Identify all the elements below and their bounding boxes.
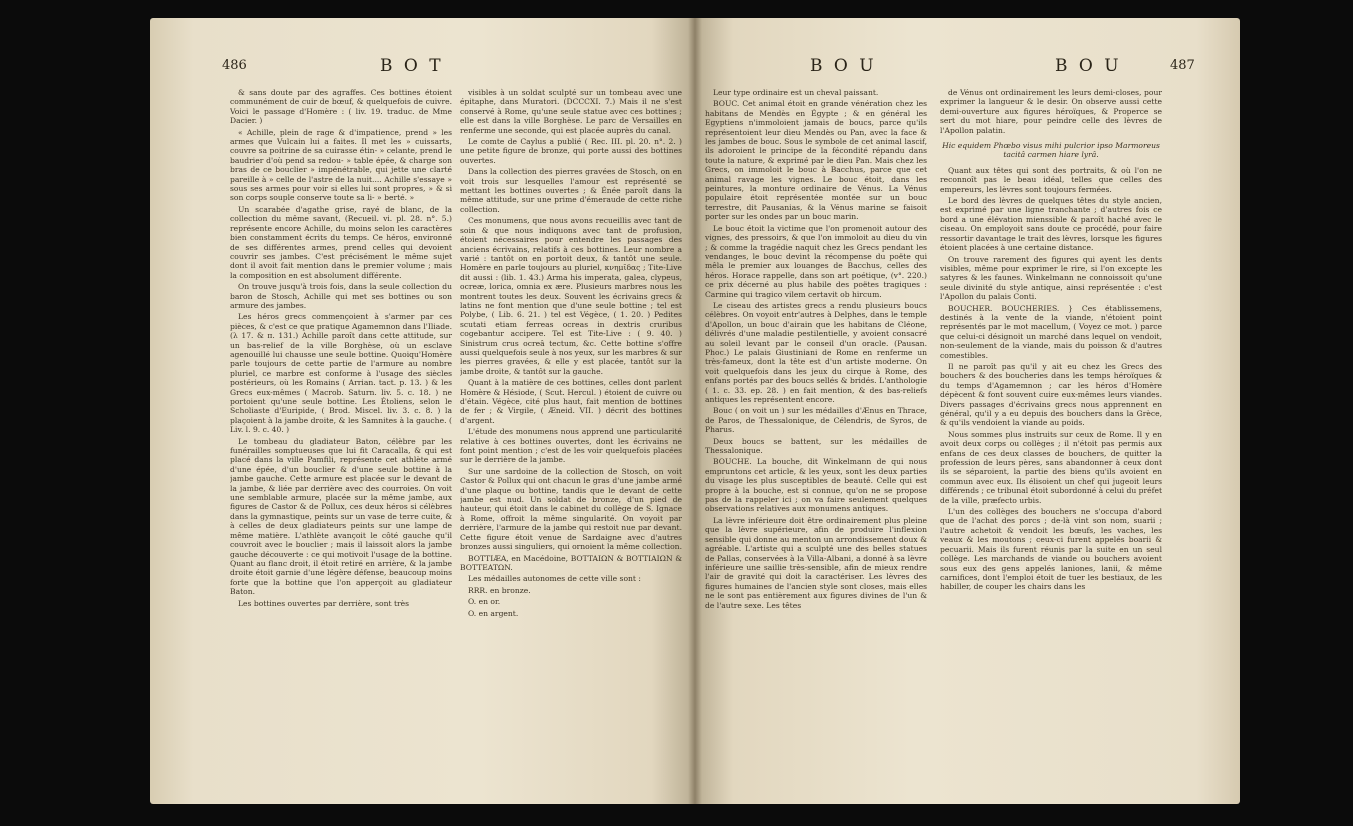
- page-number: 487: [1170, 58, 1195, 73]
- right-page: [695, 18, 1240, 804]
- paragraph: de Vénus ont ordinairement les leurs demi-closes, pour exprimer la langueur & le desir. On observe aussi cette demi-ouverture aux figures héroïques, & Properce se sert du mot hiare, pour peindre celle des lèvres de l'Apollon palatin.: [940, 88, 1162, 135]
- running-head-right: B O U: [1055, 56, 1122, 76]
- paragraph: Ces monumens, que nous avons recueillis avec tant de soin & que nous indiquons avec tant de profusion, étoient nécessaires pour entendre les passages des anciens écrivains, relatifs à ces bottines. Leur nombre a varié : tantôt on en portoit deux, & tantôt une seule. Homère en parle toujours au pluriel, κνημῖδας ; Tite-Live dit aussi : (lib. 1. 43.) Arma his imperata, galea, clypeus, ocreæ, lorica, omnia ex ære. Plusieurs marbres nous les montrent toutes les deux. Souvent les écrivains grecs & latins ne font mention que d'une seule bottine ; tel est Polybe, ( Lib. 6. 21. ) tel est Végèce, ( 1. 20. ) Pedites scutati etiam ferreas ocreas in dextris cruribus cogebantur accipere. Tel est Tite-Live : ( 9. 40. ) Sinistrum crus ocreâ tectum, &c. Cette bottine s'offre aussi quelquefois seule à nos yeux, sur les marbres & sur les pierres gravées, & elle y est placée, tantôt sur la jambe droite, & tantôt sur la gauche.: [460, 216, 682, 376]
- text-column-1: [705, 88, 927, 788]
- paragraph: Le tombeau du gladiateur Baton, célèbre par les funérailles somptueuses que lui fit Caracalla, & qui est placé dans la ville Pamfili, représente cet athlète armé d'une épée, d'un bouclier & d'une seule bottine à la jambe gauche. Cette armure est placée sur le devant de la jambe, & liée par derrière avec des courroies. On voit une semblable armure, placée sur la même jambe, aux figures de Castor & de Pollux, ces deux héros si célèbres dans la gymnastique, peints sur un vase de terre cuite, & à celles de deux gladiateurs peints sur une lampe de même matière. L'athlète avançoit le côté gauche qu'il couvroit avec le bouclier ; mais il laissoit alors la jambe gauche découverte : ce qui motivoit l'usage de la bottine. Quant au flanc droit, il étoit retiré en arrière, & la jambe droite étoit garnie d'une légère défense, beaucoup moins forte que la bottine que l'on apperçoit au gladiateur Baton.: [230, 436, 452, 597]
- paragraph: On trouve jusqu'à trois fois, dans la seule collection du baron de Stosch, Achille qui met ses bottines ou son armure des jambes.: [230, 282, 452, 310]
- paragraph: BOTTIÆA, en Macédoine, BOTTAIΩN & BOTTIAIΩN & BOTTEATΩN.: [460, 553, 682, 572]
- paragraph: Quant à la matière de ces bottines, celles dont parlent Homère & Hésiode, ( Scut. Hercul. ) étoient de cuivre ou d'étain. Végèce, cité plus haut, fait mention de bottines de fer ; & Virgile, ( Æneid. VII. ) décrit des bottines d'argent.: [460, 378, 682, 425]
- paragraph: Un scarabée d'agathe grise, rayé de blanc, de la collection du même savant, (Recueil. vi. pl. 28. n°. 5.) représente encore Achille, du moins selon les caractères bien constamment écrits du temps. Ce héros, environné de ses différentes armes, prend celles qui devoient couvrir ses jambes. C'est précisément le même sujet dont il avoit fait mention dans le premier volume ; mais la composition en est absolument différente.: [230, 204, 452, 280]
- paragraph: Nous sommes plus instruits sur ceux de Rome. Il y en avoit deux corps ou collèges ; il n'étoit pas permis aux enfans de ces deux classes de bouchers, de quitter la profession de leurs pères, sans abandonner à ceux dont ils se séparoient, la partie des biens qu'ils avoient en commun avec eux. Ils élisoient un chef qui jugeoit leurs différends ; ce tribunal étoit subordonné à celui du préfet de la ville, præfecto urbis.: [940, 429, 1162, 505]
- book-gutter: [688, 18, 702, 804]
- paragraph: Le bord des lèvres de quelques têtes du style ancien, est exprimé par une ligne tranchante ; d'autres fois ce bord a une élévation mienssible & paroît haché avec le ciseau. On employoit sans doute ce procédé, pour faire ressortir davantage le trait des lèvres, lorsque les figures étoient placées à une certaine distance.: [940, 196, 1162, 253]
- paragraph: Il ne paroît pas qu'il y ait eu chez les Grecs des bouchers & des boucheries dans les temps héroïques & du temps d'Agamemnon ; car les héros d'Homère dépècent & font souvent cuire eux-mêmes leurs viandes. Divers passages d'écrivains grecs nous apprennent en général, qu'il y a eu depuis des bouchers dans la Grèce, & qu'ils vendoient la viande au poids.: [940, 361, 1162, 428]
- paragraph: La lèvre inférieure doit être ordinairement plus pleine que la lèvre supérieure, afin de produire l'inflexion sensible qui donne au menton un arrondissement doux & agréable. L'artiste qui a sculpté une des belles statues de Pallas, conservées à la Villa-Albani, a donné à sa lèvre inférieure une saillie très-sensible, afin de mieux rendre l'air de gravité qui doit la caractériser. Les lèvres des figures humaines de l'ancien style sont closes, mais elles ne le sont pas entièrement aux figures divines de l'un & de l'autre sexe. Les têtes: [705, 515, 927, 610]
- left-page: [150, 18, 695, 804]
- text-column-2: [460, 88, 682, 788]
- paragraph: « Achille, plein de rage & d'impatience, prend » les armes que Vulcain lui a faites. Il met les » cuissarts, couvre sa poitrine de sa cuirasse étin- » celante, prend le baudrier d'où pend sa redou- » table épée, & charge son bras de ce bouclier » impénétrable, qui jette une clarté pareille à » celle de l'astre de la nuit.... Achille s'essaye » sous ses armes pour voir si elles lui sont propres, » & si son corps souple conserve toute sa li- » berté. »: [230, 127, 452, 203]
- running-head: B O T: [380, 56, 444, 76]
- paragraph: Deux boucs se battent, sur les médailles de Thessalonique.: [705, 436, 927, 456]
- paragraph: Les héros grecs commençoient à s'armer par ces pièces, & c'est ce que pratique Agamemnon dans l'Iliade. (λ 17. & π. 131.) Achille paroît dans cette attitude, sur un bas-relief de la ville Borghèse, où un esclave agenouillé lui chausse une seule bottine. Quoiqu'Homère parle toujours de cette partie de l'armure au nombre pluriel, ce marbre est conforme à l'usage des siècles postérieurs, où les Romains ( Arrian. tact. p. 13. ) & les Grecs eux-mêmes ( Macrob. Saturn. liv. 5. c. 18. ) ne portoient qu'une seule bottine. Les Étoliens, selon le Scholiaste d'Euripide, ( Brod. Miscel. liv. 3. c. 8. ) la plaçoient à la jambe droite, & les Samnites à la gauche. ( Liv. l. 9. c. 40. ): [230, 312, 452, 435]
- paragraph: BOUC. Cet animal étoit en grande vénération chez les habitans de Mendès en Égypte ; & en général les Egyptiens n'immoloient jamais de boucs, parce qu'ils représentoient leur dieu Mendès ou Pan, avec la face & les jambes de bouc. Sous le symbole de cet animal lascif, ils adoroient le principe de la fécondité répandu dans toute la nature, & exprimé par le dieu Pan. Mais chez les Grecs, on immoloit le bouc à Bacchus, parce que cet animal ravage les vignes. Le bouc étoit, dans les peintures, la monture ordinaire de Vénus. La Vénus populaire étoit représentée montée sur un bouc terrestre, dit Pausanias, & la Vénus marine se faisoit porter sur les ondes par un bouc marin.: [705, 99, 927, 222]
- paragraph: O. en or.: [468, 597, 501, 607]
- paragraph: Le comte de Caylus a publié ( Rec. III. pl. 20. n°. 2. ) une petite figure de bronze, qui porte aussi des bottines ouvertes.: [460, 137, 682, 165]
- paragraph: BOUCHER. BOUCHERIES. } Ces établissemens, destinés à la vente de la viande, n'étoient point représentés par le mot macellum, ( Voyez ce mot. ) parce que celui-ci désignoit un marché dans lequel on vendoit, non-seulement de la viande, mais du poisson & d'autres comestibles.: [940, 303, 1162, 360]
- paragraph: Dans la collection des pierres gravées de Stosch, on en voit trois sur lesquelles l'amour est représenté se mettant les bottines ouvertes ; & Énée paroît dans la même attitude, sur une prime d'émeraude de cette riche collection.: [460, 167, 682, 214]
- text-column-1: [230, 88, 452, 788]
- paragraph: L'un des collèges des bouchers ne s'occupa d'abord que de l'achat des porcs ; de-là vint son nom, suarii ; l'autre achetoit & vendoit les bœufs, les vaches, les veaux & les moutons ; ceux-ci furent appelés boarii & pecuarii. Mais ils furent réunis par la suite en un seul collège. Les marchands de viande ou bouchers avoient sous eux des gens appelés laniones, lanii, & même carnifices, dont l'emploi étoit de tuer les bestiaux, de les habiller, de couper les chairs dans les: [940, 507, 1162, 592]
- paragraph: Leur type ordinaire est un cheval paissant.: [713, 88, 879, 97]
- paragraph: Hic equidem Phœbo visus mihi pulcrior ipso Marmoreus tacitâ carmen hiare lyrâ.: [942, 141, 1160, 160]
- paragraph: On trouve rarement des figures qui ayent les dents visibles, même pour exprimer le rire, si l'on excepte les satyres & les faunes. Winkelmann ne connoissoit qu'une seule divinité du style antique, ainsi représentée : c'est l'Apollon du palais Conti.: [940, 254, 1162, 302]
- paragraph: Les bottines ouvertes par derrière, sont très: [238, 598, 410, 608]
- paragraph: Quant aux têtes qui sont des portraits, & où l'on ne reconnoît pas le beau idéal, telles que celles des empereurs, les lèvres sont toujours fermées.: [940, 165, 1162, 194]
- paragraph: BOUCHE. La bouche, dit Winkelmann de qui nous empruntons cet article, & les yeux, sont les deux parties du visage les plus susceptibles de beauté. Celle qui est propre à la bouche, est si connue, qu'on ne se propose pas de la rappeler ici ; on va faire seulement quelques observations relatives aux monumens antiques.: [705, 457, 927, 514]
- paragraph: Le ciseau des artistes grecs a rendu plusieurs boucs célèbres. On voyoit entr'autres à Delphes, dans le temple d'Apollon, un bouc d'airain que les habitans de Cléone, délivrés d'une maladie pestilentielle, y avoient consacré au soleil levant par le conseil d'un oracle. (Pausan. Phoc.) Le palais Giustiniani de Rome en renferme un très-fameux, dont la tête est d'un artiste moderne. On voit quelquefois dans les jeux du cirque à Rome, des enfans portés par des boucs sellés & bridés. L'anthologie ( 1. c. 33. ep. 28. ) en fait mention, & des bas-reliefs antiques les représentent encore.: [705, 300, 927, 404]
- paragraph: Les médailles autonomes de cette ville sont :: [468, 574, 641, 584]
- paragraph: O. en argent.: [468, 608, 519, 618]
- paragraph: visibles à un soldat sculpté sur un tombeau avec une épitaphe, dans Muratori. (DCCCXI. 7.) Mais il ne s'est conservé à Rome, qu'une seule statue avec ces bottines ; elle est dans la ville Borghèse. Le parc de Versailles en renferme une seconde, qui est placée auprès du canal.: [460, 88, 682, 135]
- running-head: B O U: [810, 56, 877, 76]
- paragraph: Sur une sardoine de la collection de Stosch, on voit Castor & Pollux qui ont chacun le gras d'une jambe armé d'une plaque ou bottine, tandis que le devant de cette jambe est nud. Un soldat de bronze, d'un pied de hauteur, qui étoit dans le cabinet du collège de S. Ignace à Rome, offroit la même singularité. On voyoit par derrière, l'armure de la jambe qui restoit nue par devant. Cette figure étoit venue de Sardaigne avec d'autres bronzes aussi singuliers, qui ornoient la même collection.: [460, 466, 682, 552]
- paragraph: L'étude des monumens nous apprend une particularité relative à ces bottines ouvertes, dont les écrivains ne font point mention ; c'est de les voir quelquefois placées sur le derrière de la jambe.: [460, 427, 682, 465]
- paragraph: & sans doute par des agraffes. Ces bottines étoient communément de cuir de bœuf, & quelquefois de cuivre. Voici le passage d'Homère : ( liv. 19. traduc. de Mme Dacier. ): [230, 88, 452, 126]
- text-column-2: [940, 88, 1162, 788]
- paragraph: Le bouc étoit la victime que l'on promenoit autour des vignes, des pressoirs, & que l'on immoloit au dieu du vin ; & comme la tragédie naquit chez les Grecs pendant les vendanges, le bouc devint la récompense du poëte qui mêla le premier aux louanges de Bacchus, celles des héros. Horace rappelle, dans son art poétique, (v°. 220.) ce prix décerné au plus habile des poëtes tragiques : Carmine qui tragico vilem certavit ob hircum.: [705, 223, 927, 299]
- paragraph: RRR. en bronze.: [468, 585, 531, 595]
- page-number: 486: [222, 58, 247, 73]
- paragraph: Bouc ( on voit un ) sur les médailles d'Ænus en Thrace, de Paros, de Thessalonique, de Célendris, de Syros, de Pharus.: [705, 406, 927, 435]
